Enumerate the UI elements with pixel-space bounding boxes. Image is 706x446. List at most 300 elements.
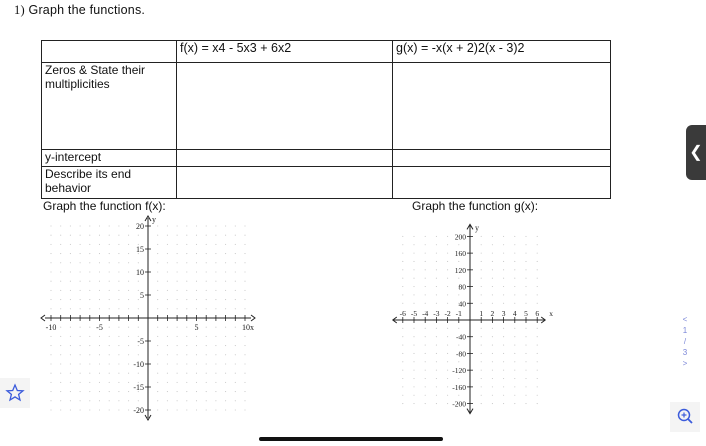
grid-dot [128, 271, 129, 272]
grid-dot [402, 361, 403, 362]
grid-dot [80, 235, 81, 236]
grid-dot [215, 244, 216, 245]
grid-dot [225, 400, 226, 401]
grid-dot [436, 386, 437, 387]
grid-dot [167, 327, 168, 328]
grid-dot [458, 345, 459, 346]
grid-dot [70, 262, 71, 263]
grid-dot [157, 409, 158, 410]
grid-dot [128, 382, 129, 383]
grid-dot [215, 299, 216, 300]
grid-dot [186, 400, 187, 401]
grid-dot [167, 308, 168, 309]
grid-dot [215, 382, 216, 383]
grid-dot [186, 382, 187, 383]
y-tick-label: 40 [458, 299, 466, 309]
grid-dot [177, 225, 178, 226]
zeros-row [42, 63, 611, 150]
grid-dot [89, 400, 90, 401]
grid-dot [138, 299, 139, 300]
grid-dot [109, 382, 110, 383]
grid-dot [413, 395, 414, 396]
grid-dot [244, 382, 245, 383]
grid-dot [215, 327, 216, 328]
grid-dot [206, 253, 207, 254]
grid-dot [525, 395, 526, 396]
next-page-icon[interactable]: > [682, 359, 688, 368]
grid-dot [413, 361, 414, 362]
grid-dot [458, 261, 459, 262]
grid-dot [99, 262, 100, 263]
zeros-f-answer[interactable] [177, 63, 393, 150]
grid-dot [492, 236, 493, 237]
grid-dot [157, 290, 158, 291]
grid-dot [402, 286, 403, 287]
grid-dot [89, 391, 90, 392]
grid-dot [413, 278, 414, 279]
grid-dot [206, 308, 207, 309]
grid-dot [436, 336, 437, 337]
grid-dot [60, 336, 61, 337]
grid-dot [128, 244, 129, 245]
grid-dot [447, 328, 448, 329]
grid-dot [425, 261, 426, 262]
grid-dot [481, 353, 482, 354]
grid-dot [503, 386, 504, 387]
grid-dot [436, 353, 437, 354]
grid-dot [215, 290, 216, 291]
grid-dot [167, 391, 168, 392]
grid-dot [157, 244, 158, 245]
grid-dot [157, 345, 158, 346]
grid-dot [215, 354, 216, 355]
grid-dot [50, 391, 51, 392]
grid-dot [225, 363, 226, 364]
grid-dot [537, 336, 538, 337]
grid-dot [138, 354, 139, 355]
grid-dot [447, 244, 448, 245]
yint-g-answer[interactable] [393, 150, 611, 167]
grid-dot [503, 244, 504, 245]
grid-dot [402, 336, 403, 337]
grid-dot [186, 271, 187, 272]
grid-dot [60, 299, 61, 300]
grid-dot [481, 278, 482, 279]
grid-dot [167, 235, 168, 236]
zoom-button[interactable] [670, 402, 700, 432]
grid-dot [89, 225, 90, 226]
grid-dot [514, 378, 515, 379]
y-tick-label: -200 [452, 399, 466, 409]
grid-dot [157, 225, 158, 226]
yint-f-answer[interactable] [177, 150, 393, 167]
grid-dot [481, 261, 482, 262]
grid-dot [60, 281, 61, 282]
grid-dot [447, 353, 448, 354]
grid-dot [436, 278, 437, 279]
grid-dot [436, 261, 437, 262]
grid-dot [225, 299, 226, 300]
grid-dot [225, 391, 226, 392]
grid-dot [109, 327, 110, 328]
grid-dot [109, 373, 110, 374]
grid-dot [537, 370, 538, 371]
grid-dot [196, 363, 197, 364]
grid-dot [99, 354, 100, 355]
grid-dot [167, 382, 168, 383]
grid-dot [167, 409, 168, 410]
grid-dot [481, 336, 482, 337]
grid-dot [225, 336, 226, 337]
grid-dot [128, 391, 129, 392]
grid-dot [196, 290, 197, 291]
grid-dot [514, 395, 515, 396]
grid-dot [70, 373, 71, 374]
grid-dot [60, 363, 61, 364]
grid-dot [167, 225, 168, 226]
grid-dot [157, 336, 158, 337]
grid-dot [128, 225, 129, 226]
grid-dot [99, 299, 100, 300]
grid-dot [514, 244, 515, 245]
graph-g-grid[interactable] [365, 218, 585, 418]
grid-dot [109, 299, 110, 300]
grid-dot [537, 361, 538, 362]
prev-page-icon[interactable]: < [682, 315, 688, 324]
grid-dot [514, 345, 515, 346]
y-axis-label: y [475, 223, 479, 233]
grid-dot [514, 261, 515, 262]
grid-dot [89, 299, 90, 300]
grid-dot [425, 353, 426, 354]
grid-dot [109, 354, 110, 355]
grid-dot [70, 253, 71, 254]
y-tick-label: -5 [137, 337, 144, 346]
grid-dot [80, 262, 81, 263]
grid-dot [514, 269, 515, 270]
grid-dot [50, 299, 51, 300]
grid-dot [138, 235, 139, 236]
grid-dot [225, 373, 226, 374]
grid-dot [447, 253, 448, 254]
grid-dot [436, 294, 437, 295]
grid-dot [186, 327, 187, 328]
grid-dot [537, 328, 538, 329]
grid-dot [436, 345, 437, 346]
grid-dot [206, 271, 207, 272]
grid-dot [186, 308, 187, 309]
grid-dot [177, 363, 178, 364]
grid-dot [60, 345, 61, 346]
grid-dot [196, 391, 197, 392]
grid-dot [60, 290, 61, 291]
home-indicator[interactable] [259, 437, 443, 441]
grid-dot [50, 235, 51, 236]
grid-dot [206, 391, 207, 392]
x-tick-label: -2 [444, 309, 451, 318]
end-behavior-g-answer[interactable] [393, 167, 611, 199]
grid-dot [128, 354, 129, 355]
grid-dot [80, 308, 81, 309]
header-f-cell [177, 41, 393, 63]
grid-dot [206, 262, 207, 263]
grid-dot [118, 299, 119, 300]
grid-dot [60, 400, 61, 401]
grid-dot [225, 382, 226, 383]
grid-dot [196, 244, 197, 245]
grid-dot [118, 336, 119, 337]
grid-dot [177, 299, 178, 300]
grid-dot [492, 370, 493, 371]
grid-dot [514, 353, 515, 354]
grid-dot [138, 373, 139, 374]
grid-dot [235, 262, 236, 263]
grid-dot [128, 281, 129, 282]
grid-dot [118, 363, 119, 364]
y-tick-label: -40 [456, 332, 466, 342]
grid-dot [138, 400, 139, 401]
grid-dot [186, 409, 187, 410]
grid-dot [225, 290, 226, 291]
y-tick-label: 20 [136, 222, 144, 231]
grid-dot [525, 269, 526, 270]
grid-dot [481, 244, 482, 245]
grid-dot [157, 235, 158, 236]
grid-dot [537, 261, 538, 262]
grid-dot [413, 261, 414, 262]
grid-dot [514, 336, 515, 337]
zoom-in-icon [670, 402, 700, 432]
grid-dot [447, 386, 448, 387]
grid-dot [413, 353, 414, 354]
grid-dot [447, 303, 448, 304]
grid-dot [99, 225, 100, 226]
grid-dot [70, 299, 71, 300]
grid-dot [458, 294, 459, 295]
grid-dot [118, 253, 119, 254]
grid-dot [196, 253, 197, 254]
grid-dot [80, 244, 81, 245]
grid-dot [177, 336, 178, 337]
grid-dot [492, 353, 493, 354]
y-tick-label: 5 [140, 291, 144, 300]
grid-dot [109, 308, 110, 309]
grid-dot [50, 363, 51, 364]
grid-dot [413, 336, 414, 337]
grid-dot [514, 236, 515, 237]
grid-dot [70, 382, 71, 383]
grid-dot [215, 363, 216, 364]
grid-dot [503, 328, 504, 329]
grid-dot [225, 262, 226, 263]
grid-dot [206, 400, 207, 401]
grid-dot [425, 236, 426, 237]
grid-dot [525, 403, 526, 404]
grid-dot [481, 269, 482, 270]
grid-dot [186, 290, 187, 291]
grid-dot [50, 308, 51, 309]
grid-dot [118, 262, 119, 263]
grid-dot [447, 378, 448, 379]
grid-dot [413, 403, 414, 404]
grid-dot [89, 235, 90, 236]
x-tick-label: -5 [96, 323, 103, 332]
grid-dot [413, 294, 414, 295]
grid-dot [447, 361, 448, 362]
grid-dot [80, 363, 81, 364]
grid-dot [89, 409, 90, 410]
grid-dot [244, 290, 245, 291]
x-tick-label: 2 [490, 309, 495, 318]
g-formula: g(x) = -x(x + 2)2(x - 3)2 [396, 41, 525, 55]
grid-dot [89, 373, 90, 374]
grid-dot [481, 303, 482, 304]
grid-dot [50, 262, 51, 263]
grid-dot [60, 253, 61, 254]
grid-dot [425, 386, 426, 387]
end-behavior-f-answer[interactable] [177, 167, 393, 199]
grid-dot [537, 286, 538, 287]
grid-dot [436, 361, 437, 362]
grid-dot [537, 269, 538, 270]
grid-dot [402, 278, 403, 279]
grid-dot [215, 373, 216, 374]
grid-dot [235, 345, 236, 346]
grid-dot [167, 345, 168, 346]
grid-dot [492, 294, 493, 295]
grid-dot [177, 327, 178, 328]
grid-dot [109, 281, 110, 282]
grid-dot [525, 244, 526, 245]
favorite-button[interactable] [0, 378, 30, 408]
grid-dot [503, 294, 504, 295]
grid-dot [525, 336, 526, 337]
grid-dot [235, 327, 236, 328]
grid-dot [206, 373, 207, 374]
grid-dot [235, 299, 236, 300]
grid-dot [503, 236, 504, 237]
grid-dot [196, 308, 197, 309]
grid-dot [503, 261, 504, 262]
grid-dot [413, 328, 414, 329]
grid-dot [50, 336, 51, 337]
grid-dot [177, 271, 178, 272]
grid-dot [167, 262, 168, 263]
grid-dot [503, 361, 504, 362]
grid-dot [206, 290, 207, 291]
grid-dot [157, 373, 158, 374]
grid-dot [167, 336, 168, 337]
grid-dot [80, 281, 81, 282]
x-tick-label: 3 [501, 309, 506, 318]
y-tick-label: -80 [456, 349, 466, 359]
graph-g-title: Graph the function g(x): [412, 199, 539, 213]
grid-dot [525, 345, 526, 346]
grid-dot [60, 382, 61, 383]
grid-dot [436, 244, 437, 245]
grid-dot [50, 253, 51, 254]
x-tick-label: -1 [455, 309, 462, 318]
graph-f-grid[interactable] [30, 210, 270, 430]
grid-dot [157, 299, 158, 300]
grid-dot [109, 400, 110, 401]
grid-dot [235, 400, 236, 401]
grid-dot [196, 271, 197, 272]
grid-dot [481, 386, 482, 387]
grid-dot [118, 271, 119, 272]
grid-dot [244, 225, 245, 226]
grid-dot [70, 409, 71, 410]
grid-dot [177, 345, 178, 346]
grid-dot [425, 286, 426, 287]
grid-dot [425, 336, 426, 337]
grid-dot [60, 354, 61, 355]
grid-dot [196, 225, 197, 226]
grid-dot [60, 262, 61, 263]
x-tick-label: -4 [422, 309, 429, 318]
grid-dot [215, 271, 216, 272]
grid-dot [118, 290, 119, 291]
grid-dot [425, 345, 426, 346]
grid-dot [157, 253, 158, 254]
grid-dot [50, 345, 51, 346]
grid-dot [99, 409, 100, 410]
x-tick-label: -6 [399, 309, 406, 318]
grid-dot [215, 400, 216, 401]
grid-dot [177, 400, 178, 401]
grid-dot [492, 286, 493, 287]
grid-dot [80, 354, 81, 355]
grid-dot [225, 354, 226, 355]
grid-dot [80, 253, 81, 254]
grid-dot [537, 303, 538, 304]
grid-dot [458, 378, 459, 379]
grid-dot [492, 378, 493, 379]
grid-dot [458, 244, 459, 245]
grid-dot [80, 400, 81, 401]
grid-dot [196, 281, 197, 282]
grid-dot [80, 290, 81, 291]
grid-dot [525, 361, 526, 362]
grid-dot [244, 262, 245, 263]
grid-dot [525, 328, 526, 329]
zeros-g-answer[interactable] [393, 63, 611, 150]
grid-dot [109, 225, 110, 226]
grid-dot [196, 354, 197, 355]
grid-dot [206, 244, 207, 245]
yint-row [42, 150, 611, 167]
grid-dot [402, 244, 403, 245]
total-pages: 3 [682, 348, 688, 357]
grid-dot [492, 361, 493, 362]
grid-dot [402, 378, 403, 379]
grid-dot [514, 253, 515, 254]
grid-dot [167, 244, 168, 245]
grid-dot [60, 409, 61, 410]
grid-dot [413, 303, 414, 304]
side-panel-toggle[interactable] [686, 125, 706, 180]
grid-dot [425, 253, 426, 254]
grid-dot [118, 373, 119, 374]
grid-dot [128, 262, 129, 263]
grid-dot [537, 403, 538, 404]
grid-dot [481, 286, 482, 287]
grid-dot [109, 244, 110, 245]
grid-dot [425, 269, 426, 270]
grid-dot [244, 299, 245, 300]
grid-dot [537, 395, 538, 396]
grid-dot [225, 281, 226, 282]
